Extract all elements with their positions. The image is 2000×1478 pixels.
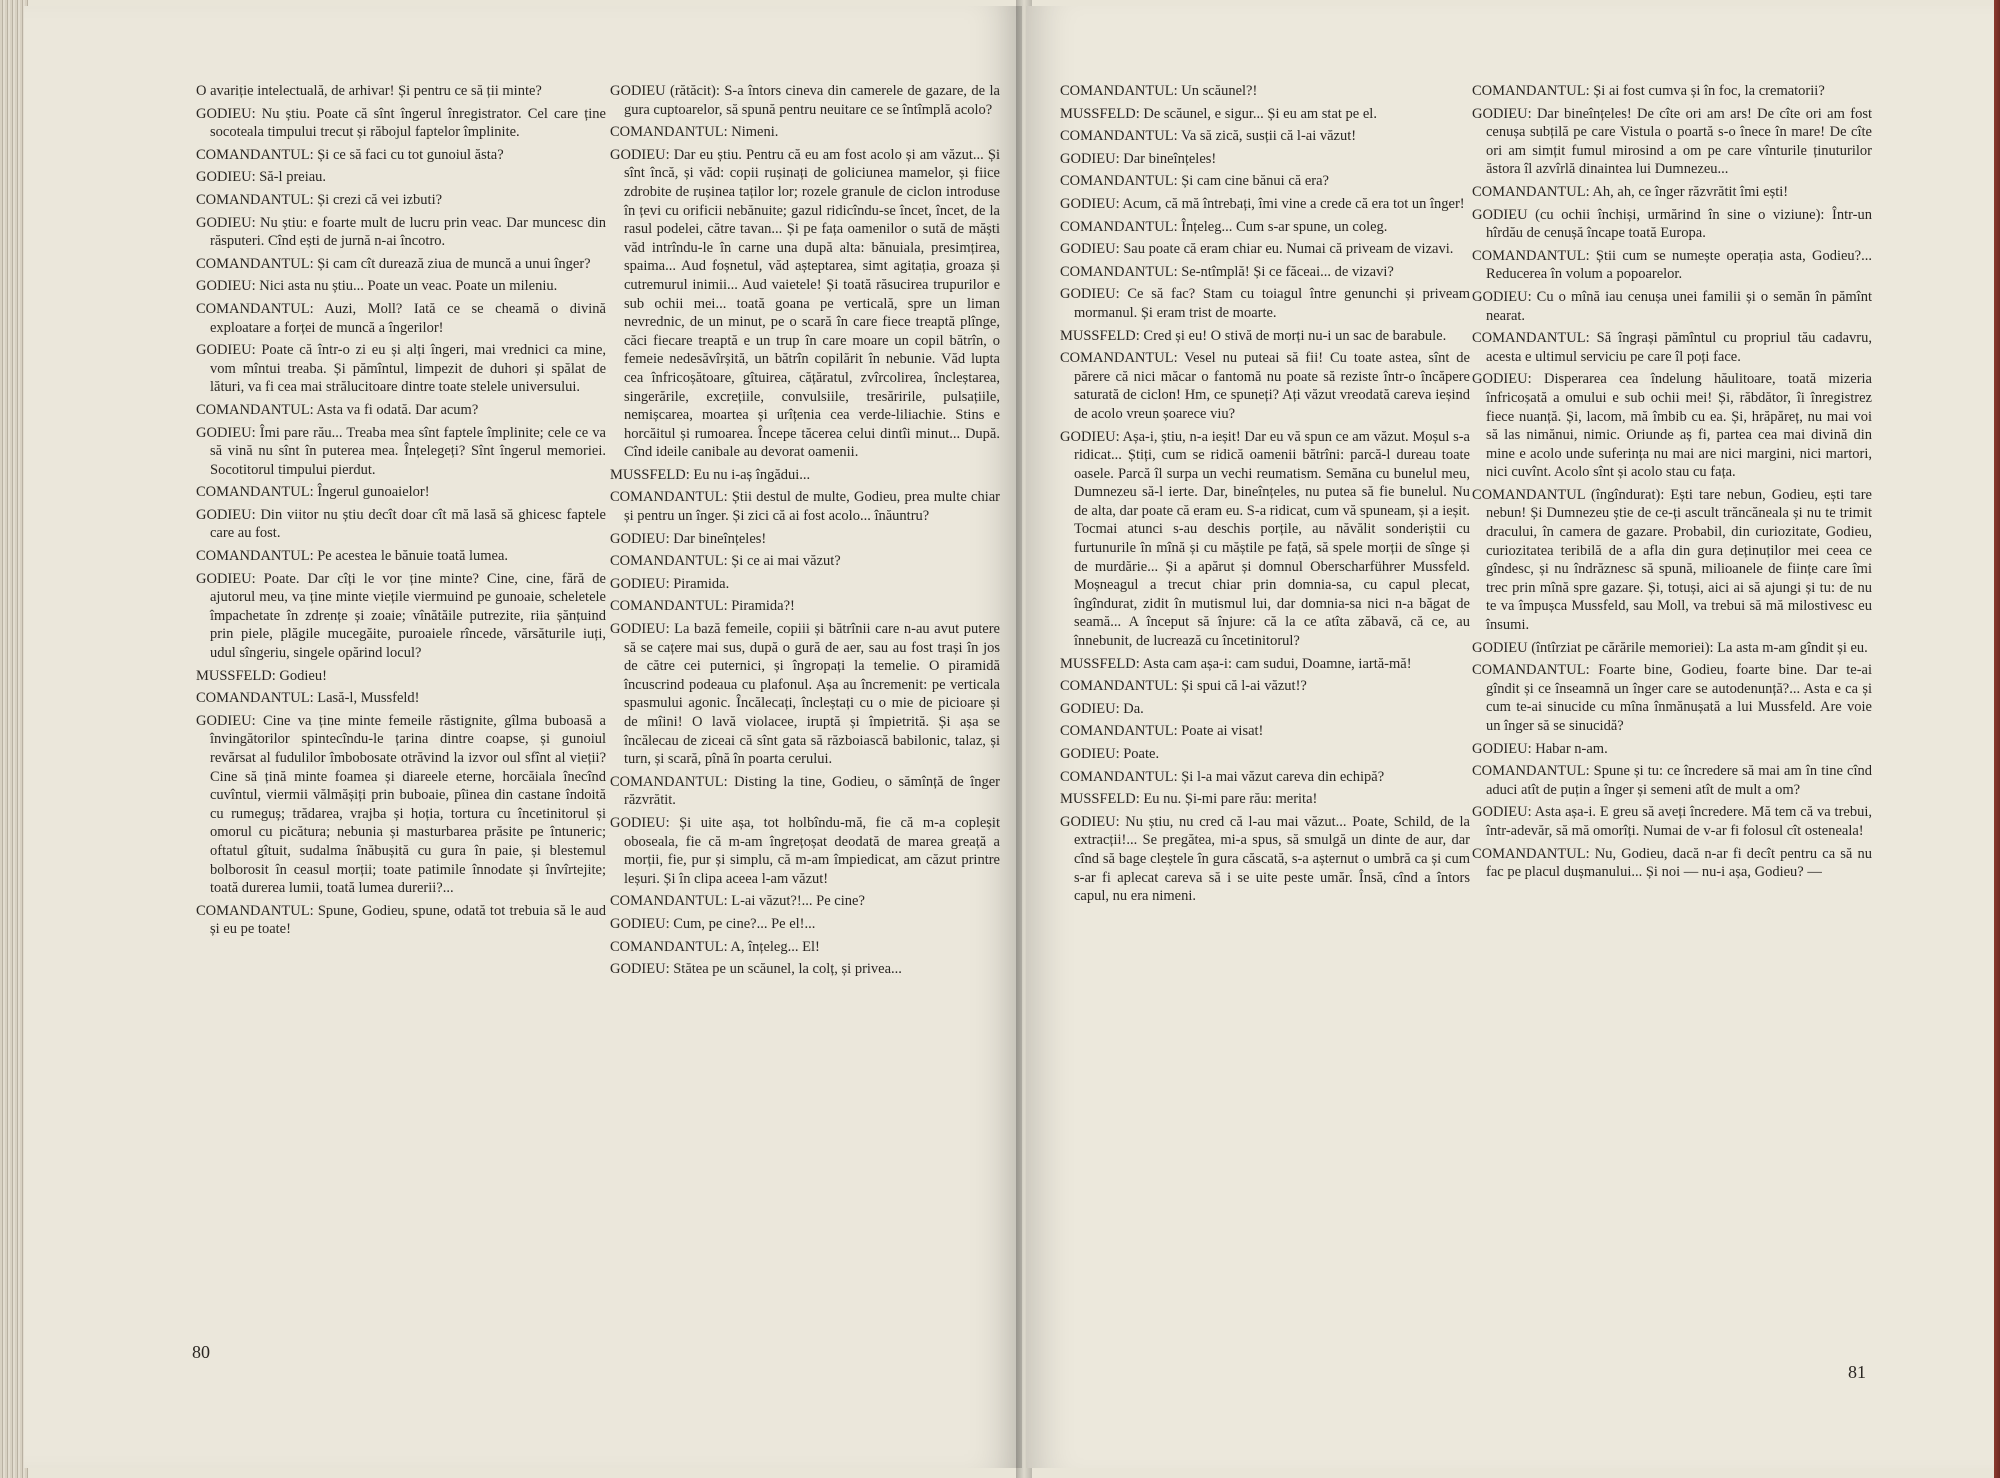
dialogue-paragraph: GODIEU (cu ochii închiși, urmărind în sine o viziune): Într-un hîrdău de cenușă încape toată Europa. bbox=[1472, 206, 1872, 242]
dialogue-paragraph: COMANDANTUL: L-ai văzut?!... Pe cine? bbox=[610, 893, 865, 910]
dialogue-paragraph: COMANDANTUL: Și cam cît durează ziua de muncă a unui înger? bbox=[196, 255, 591, 272]
dialogue-paragraph: COMANDANTUL: Și crezi că vei izbuti? bbox=[196, 191, 443, 208]
dialogue-paragraph: MUSSFELD: Eu nu i-aș îngădui... bbox=[610, 466, 811, 483]
dialogue-paragraph: MUSSFELD: Godieu! bbox=[196, 667, 327, 684]
dialogue-paragraph: COMANDANTUL: Îngerul gunoaielor! bbox=[196, 484, 430, 501]
dialogue-paragraph: GODIEU: Piramida. bbox=[610, 575, 730, 592]
dialogue-paragraph: COMANDANTUL: Spune și tu: ce încredere să mai am în tine cînd aduci atît de puțin a înger și semeni atît de mult a om? bbox=[1472, 763, 1872, 798]
dialogue-paragraph: GODIEU: Acum, că mă întrebați, îmi vine a crede că era tot un înger! bbox=[1060, 195, 1465, 212]
dialogue-paragraph: COMANDANTUL: Un scăunel?! bbox=[1060, 83, 1258, 99]
left-page bbox=[24, 6, 1022, 1468]
dialogue-paragraph: GODIEU: La bază femeile, copiii și bătrînii care n-au avut putere să se cațere mai sus, după o gură de aer, sau au fost trași în jos de către cei puternici, și îngropați la temelie. O piramidă încuscrind podeaua cu plafonul. Așa au încremenit: pe verticala spasmului agonic. Încălecați, încleștați cu o mie de picioare și de mîini! O lavă violacee, iruptă și împietrită. Și așa se încălecau de ziceai că sînt gata să războiască babilonic, talaz, și turn, și scară, pînă în poarta cerului. bbox=[610, 621, 1000, 768]
dialogue-paragraph: COMANDANTUL: Și ce ai mai văzut? bbox=[610, 553, 841, 570]
text-column-3 bbox=[1060, 82, 1470, 910]
dialogue-paragraph: COMANDANTUL: Disting la tine, Godieu, o sămînță de înger răzvrătit. bbox=[610, 773, 1000, 809]
dialogue-paragraph: MUSSFELD: De scăunel, e sigur... Și eu am stat pe el. bbox=[1060, 105, 1377, 122]
dialogue-paragraph: COMANDANTUL: Știi destul de multe, Godieu, prea multe chiar și pentru un înger. Și zici că ai fost acolo... înăuntru? bbox=[610, 489, 1000, 525]
dialogue-paragraph: GODIEU: Sau poate că eram chiar eu. Numai că priveam de vizavi. bbox=[1060, 241, 1454, 258]
dialogue-paragraph: GODIEU: Nu știu, nu cred că l-au mai văzut... Poate, Schild, de la extracții!... Se pregătea, mi-a spus, să smulgă un dinte de aur, dar cînd să bage cleștele în gura căscată, s-a așternut o umbră ca și cum s-ar fi aplecat careva să i se uite peste umăr. Însă, cînd a întors capul, nu era nimeni. bbox=[1060, 813, 1470, 905]
dialogue-paragraph: GODIEU: Dar eu știu. Pentru că eu am fost acolo și am văzut... Și sînt încă, și văd: copii rușinați de goliciunea mamelor, și fiice zdrobite de rușinea taților lor; rozele granule de ciclon introduse în țevi cu orificii nebănuite; gazul ridicîndu-se încet, încet, de la rasul podelei, către tavan... Și pe fața oamenilor o sută de măști văd intrîndu-le în carne una după alta: bănuiala, presimțirea, spaima... Aud foșnetul, văd așteptarea, simt agitația, groaza și cutremurul inimii... Aud vaietele! Și toată răsucirea trupurilor e sub ochii mei... toată goana pe verticală, spre un liman nevrednic, de un minut, pe o scară în care fiece treaptă plînge, căci fiecare treaptă e un trup în care moare un copil bătrîn, o femeie nedesăvîrșită, un bătrîn copilărit în nebunie. Văd lupta cea înfricoșătoare, gîtuirea, cățăratul, zvîrcolirea, încleștarea, singerările, excrețiile, convulsiile, tresăririle, pulsațiile, nemișcarea, moartea și urîțenia cea verde-liliachie. Stins e horcăitul și rumoarea. Începe tăcerea celui dintîi minut... După. Cînd ideile canibale au devorat oamenii. bbox=[610, 146, 1000, 461]
dialogue-paragraph: COMANDANTUL: Și spui că l-ai văzut!? bbox=[1060, 678, 1307, 695]
dialogue-paragraph: GODIEU: Nu știu: e foarte mult de lucru prin veac. Dar muncesc din răsputeri. Cînd ești de jurnă n-ai încotro. bbox=[196, 214, 606, 250]
dialogue-paragraph: MUSSFELD: Eu nu. Și-mi pare rău: merita! bbox=[1060, 791, 1318, 808]
dialogue-paragraph: COMANDANTUL (îngîndurat): Ești tare nebun, Godieu, ești tare nebun! Și Dumnezeu știe de ce-ți ascult trăncăneala și nu te trimit dracului, în camera de gazare. Probabil, din curiozitate, Godieu, curiozitatea teribilă de a afla din gura deținuților mei ceea ce gîndesc, și nu îndrăznesc să spună, milioanele de ființe care îmi trec prin mînă spre gazare. Și, totuși, aici ai să ajungi și tu: de nu te va împușca Mussfeld, sau Moll, va trebui să mă milostivesc eu însumi. bbox=[1472, 486, 1872, 634]
dialogue-paragraph: GODIEU: Să-l preiau. bbox=[196, 169, 327, 186]
dialogue-paragraph: COMANDANTUL: Să îngrași pămîntul cu propriul tău cadavru, acesta e ultimul serviciu pe care îl poți face. bbox=[1472, 330, 1872, 365]
dialogue-paragraph: COMANDANTUL: Și ce să faci cu tot gunoiul ăsta? bbox=[196, 146, 504, 163]
dialogue-paragraph: COMANDANTUL: Spune, Godieu, spune, odată tot trebuia să le aud și eu pe toate! bbox=[196, 902, 606, 938]
dialogue-paragraph: COMANDANTUL: Nimeni. bbox=[610, 124, 779, 141]
dialogue-paragraph: GODIEU: Cine va ține minte femeile răstignite, gîlma buboasă a învingătorilor spintecîndu-le țarina dintre coapse, și gunoiul revărsat al fudulilor îmbobosate otrăvind la izvor oul sfînt al vieții? Cine să țină minte foamea și diareele eterne, horcăiala înecînd cuvîntul, viermii vălmășiți prin buboaie, pîinea din castane îndoită cu rumeguș; trădarea, vrajba și hoția, tortura cu încetinitorul și omorul cu picătura; nebunia și masturbarea prăsite pe întuneric; oftatul gîtuit, sudalma înăbușită cu gura în paie, și blestemul bolborosit în ceasul morții; toate patimile înnodate și învîrtejite; toată durerea lumii, toată lumea durerii?... bbox=[196, 712, 606, 897]
dialogue-paragraph: GODIEU: Stătea pe un scăunel, la colț, și privea... bbox=[610, 961, 902, 978]
dialogue-paragraph: GODIEU: Disperarea cea îndelung hăulitoare, toată mizeria înfricoșată a omului e sub ochii mei! Și, răbdător, îi înregistrez fiece nuanță. Și, lacom, mă îmbib cu ea. Și, hrăpăreț, nu mai voi să las nimănui, nimic. Oriunde aș fi, partea cea mai divină din mine e acolo unde suferința nu mai are nici margini, nici martori, nici cuvînt. Acolo sînt și acolo stau cu fața. bbox=[1472, 371, 1872, 481]
dialogue-paragraph: MUSSFELD: Asta cam așa-i: cam sudui, Doamne, iartă-mă! bbox=[1060, 655, 1412, 672]
dialogue-paragraph: COMANDANTUL: Și l-a mai văzut careva din echipă? bbox=[1060, 768, 1385, 785]
dialogue-paragraph: GODIEU: Nici asta nu știu... Poate un veac. Poate un mileniu. bbox=[196, 278, 558, 295]
book-cover-edge bbox=[1994, 0, 2000, 1478]
dialogue-paragraph: GODIEU: Poate că într-o zi eu și alți îngeri, mai vrednici ca mine, vom mîntui treaba. Și pămîntul, limpezit de duhori și spălat de lături, va fi cea mai strălucitoare dintre toate stelele universului. bbox=[196, 342, 606, 396]
dialogue-paragraph: GODIEU (rătăcit): S-a întors cineva din camerele de gazare, de la gura cuptoarelor, să spună pentru neuitare ce se întîmplă acolo? bbox=[610, 83, 1000, 118]
dialogue-paragraph: MUSSFELD: Cred și eu! O stivă de morți nu-i un sac de barabule. bbox=[1060, 327, 1447, 344]
text-column-2 bbox=[610, 82, 1000, 983]
dialogue-paragraph: COMANDANTUL: Înțeleg... Cum s-ar spune, un coleg. bbox=[1060, 218, 1388, 235]
dialogue-paragraph: COMANDANTUL: Ah, ah, ce înger răzvrătit îmi ești! bbox=[1472, 183, 1789, 200]
dialogue-paragraph: GODIEU: Dar bineînțeles! bbox=[610, 530, 767, 547]
dialogue-paragraph: GODIEU: Ce să fac? Stam cu toiagul între genunchi și priveam mormanul. Și eram trist de moarte. bbox=[1060, 286, 1470, 321]
dialogue-paragraph: GODIEU: Cum, pe cine?... Pe el!... bbox=[610, 915, 816, 932]
dialogue-paragraph: GODIEU: Poate. Dar cîți le vor ține minte? Cine, cine, fără de ajutorul meu, va ține minte viețile viermuind pe gunoaie, scheletele împachetate în zdrențe și zoaie; vînătăile putrezite, riia șănțuind prin piele, plăgile mucegăite, puroaiele rîncede, vărsăturile iuți, udul sîngeriu, singele opărind locul? bbox=[196, 570, 606, 662]
dialogue-paragraph: COMANDANTUL: Se-ntîmplă! Și ce făceai... de vizavi? bbox=[1060, 263, 1394, 280]
dialogue-paragraph: GODIEU: Și uite așa, tot holbîndu-mă, fie că m-a copleșit oboseala, fie că m-am îngrețoșat deodată de marea greață a morții, fie, pur și simplu, că m-am împiedicat, am căzut printre leșuri. Și în clipa aceea l-am văzut! bbox=[610, 814, 1000, 887]
dialogue-paragraph: COMANDANTUL: Pe acestea le bănuie toată lumea. bbox=[196, 548, 509, 565]
dialogue-paragraph: COMANDANTUL: Lasă-l, Mussfeld! bbox=[196, 690, 420, 707]
dialogue-paragraph: GODIEU: Dar bineînțeles! De cîte ori am ars! De cîte ori am fost cenușa subțilă pe care Vistula o poartă s-o înece în mare! De cîte ori am simțit fumul mirosind a om pe care vînturile ținuturilor ăstora îl azvîrlă dinaintea lui Dumnezeu... bbox=[1472, 105, 1872, 178]
text-column-1 bbox=[196, 82, 606, 943]
page-number-left: 80 bbox=[192, 1342, 210, 1362]
dialogue-paragraph: GODIEU: Poate. bbox=[1060, 746, 1160, 762]
dialogue-paragraph: COMANDANTUL: Nu, Godieu, dacă n-ar fi decît pentru ca să nu fac pe placul dușmanului... Și noi — nu-i așa, Godieu? — bbox=[1472, 845, 1872, 881]
dialogue-paragraph: GODIEU: Habar n-am. bbox=[1472, 740, 1608, 757]
right-page bbox=[1026, 6, 1996, 1468]
dialogue-paragraph: GODIEU: Dar bineînțeles! bbox=[1060, 150, 1217, 167]
dialogue-paragraph: GODIEU (întîrziat pe cărările memoriei): La asta m-am gîndit și eu. bbox=[1472, 639, 1868, 656]
dialogue-paragraph: COMANDANTUL: A, înțeleg... El! bbox=[610, 938, 820, 955]
dialogue-paragraph: COMANDANTUL: Auzi, Moll? Iată ce se cheamă o divină exploatare a forței de muncă a îngerilor! bbox=[196, 300, 606, 336]
dialogue-paragraph: COMANDANTUL: Piramida?! bbox=[610, 598, 795, 615]
text-column-4 bbox=[1472, 82, 1872, 886]
dialogue-paragraph: COMANDANTUL: Vesel nu puteai să fii! Cu toate astea, sînt de părere că nici măcar o fantomă nu poate să reziste într-o încăpere saturată de ciclon! Hm, ce spuneți? Ați văzut vreodată careva ieșind de acolo vreun șoarece viu? bbox=[1060, 350, 1470, 422]
dialogue-paragraph: GODIEU: Cu o mînă iau cenușa unei familii și o semăn în pămînt nearat. bbox=[1472, 288, 1872, 324]
dialogue-paragraph: COMANDANTUL: Și ai fost cumva și în foc, la crematorii? bbox=[1472, 83, 1825, 99]
dialogue-paragraph: GODIEU: Așa-i, știu, n-a ieșit! Dar eu vă spun ce am văzut. Moșul s-a ridicat... Știți, cum se ridică oamenii bătrîni: parcă-l dureau toate oasele. Parcă îl surpa un vechi reumatism. Semăna cu bunelul meu, Dumnezeu să-l ierte. Dar, bineînțeles, nu putea să fie bunelul. Nu de alta, dar poate că eram eu. S-a ridicat, cum vă spuneam, și a ieșit. Tocmai atunci s-au deschis porțile, au năvălit sonderiștii cu furtunurile în mînă și cu măștile pe față, să spele morții de sînge și de murdărie... Și a apărut și domnul Oberscharführer Mussfeld. Moșneagul a trecut chiar prin domnia-sa, cu capul plecat, îngîndurat, zidit în mutismul lui, dar domnia-sa nici n-a băgat de seamă... A început să înjure: că la ce atîta zăbavă, că ce, au înnebunit, de lucrează cu încetinitorul? bbox=[1060, 428, 1470, 650]
dialogue-paragraph: COMANDANTUL: Știi cum se numește operația asta, Godieu?... Reducerea în volum a popoarelor. bbox=[1472, 247, 1872, 283]
dialogue-paragraph: GODIEU: Îmi pare rău... Treaba mea sînt faptele împlinite; cele ce va să vină nu sînt în puterea mea. Înțelegeți? Sînt îngerul memoriei. Socotitorul timpului pierdut. bbox=[196, 424, 606, 478]
dialogue-paragraph: GODIEU: Din viitor nu știu decît doar cît mă lasă să ghicesc faptele care au fost. bbox=[196, 506, 606, 542]
dialogue-paragraph: GODIEU: Da. bbox=[1060, 700, 1144, 717]
dialogue-paragraph: COMANDANTUL: Foarte bine, Godieu, foarte bine. Dar te-ai gîndit și ce înseamnă un înger care se autodenunță?... Asta e ca și cum te-ai sinucide cu mîna înmănușată a lui Mussfeld. Are voie un înger să se sinucidă? bbox=[1472, 662, 1872, 734]
dialogue-paragraph: COMANDANTUL: Asta va fi odată. Dar acum? bbox=[196, 401, 479, 418]
dialogue-paragraph: COMANDANTUL: Poate ai visat! bbox=[1060, 723, 1264, 740]
dialogue-paragraph: GODIEU: Asta așa-i. E greu să aveți încredere. Mă tem că va trebui, într-adevăr, să mă omorîți. Numai de v-ar fi folosul cît osteneala! bbox=[1472, 804, 1872, 839]
page-number-right: 81 bbox=[1848, 1362, 1866, 1382]
dialogue-paragraph: COMANDANTUL: Și cam cine bănui că era? bbox=[1060, 173, 1329, 190]
dialogue-paragraph: O avariție intelectuală, de arhivar! Și pentru ce să ții minte? bbox=[196, 83, 542, 99]
dialogue-paragraph: GODIEU: Nu știu. Poate că sînt îngerul înregistrator. Cel care ține socoteala timpului trecut și răbojul faptelor împlinite. bbox=[196, 105, 606, 141]
dialogue-paragraph: COMANDANTUL: Va să zică, susții că l-ai văzut! bbox=[1060, 128, 1357, 145]
